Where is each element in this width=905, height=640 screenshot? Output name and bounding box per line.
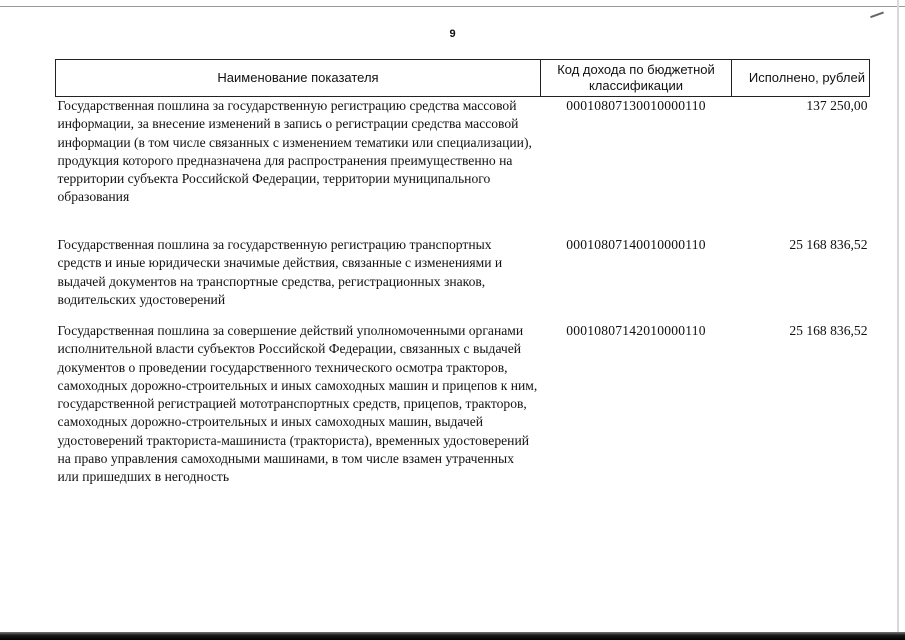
- scan-top-border-line: [0, 6, 905, 7]
- indicator-name-cell: Государственная пошлина за государственную регистрацию средства массовой информации, за внесение изменений в запись о регистрации средства массовой информации (в том числе связанных с изменением тематики или специализации), продукция которого предназначена для распространения преимущественно на территории субъекта Российской Федерации, территории муниципального образования: [57, 98, 532, 205]
- header-revenue-code: Код дохода по бюджетной классификации: [541, 60, 732, 97]
- executed-amount-cell: 25 168 836,52: [789, 237, 868, 252]
- header-indicator-name: Наименование показателя: [56, 60, 541, 97]
- header-executed-amount: Исполнено, рублей: [732, 60, 870, 97]
- scan-right-edge-shadow: [897, 0, 899, 640]
- indicator-name-cell: Государственная пошлина за совершение действий уполномоченными органами исполнительной власти субъектов Российской Федерации, связанных с выдачей документов о проведении государственного технического осмотра тракторов, самоходных дорожно-строительных и иных самоходных машин и прицепов к ним, государственной регистрацией мототранспортных средств, прицепов, тракторов, самоходных дорожно-строительных и иных самоходных машин, выдачей удостоверений тракториста-машиниста (тракториста), временных удостоверений на право управления самоходными машинами, в том числе взамен утраченных или пришедших в негодность: [57, 323, 538, 485]
- executed-amount-cell: 137 250,00: [806, 98, 868, 113]
- page-number: 9: [449, 28, 456, 40]
- scan-bottom-edge-bar: [0, 632, 905, 640]
- table-row: [56, 236, 870, 322]
- executed-amount-cell: 25 168 836,52: [789, 323, 868, 338]
- scan-corner-mark: [868, 6, 884, 18]
- table-row: [56, 97, 870, 237]
- revenue-code-cell: 00010807130010000110: [566, 98, 706, 113]
- revenue-code-cell: 00010807140010000110: [566, 237, 706, 252]
- table-row: [56, 322, 870, 542]
- revenue-report-table: [55, 59, 870, 542]
- revenue-code-cell: 00010807142010000110: [566, 323, 706, 338]
- indicator-name-cell: Государственная пошлина за государственную регистрацию транспортных средств и иные юридически значимые действия, связанные с изменениями и выдачей документов на транспортные средства, регистрационных знаков, водительских удостоверений: [57, 237, 503, 307]
- table-header-row: [56, 60, 870, 97]
